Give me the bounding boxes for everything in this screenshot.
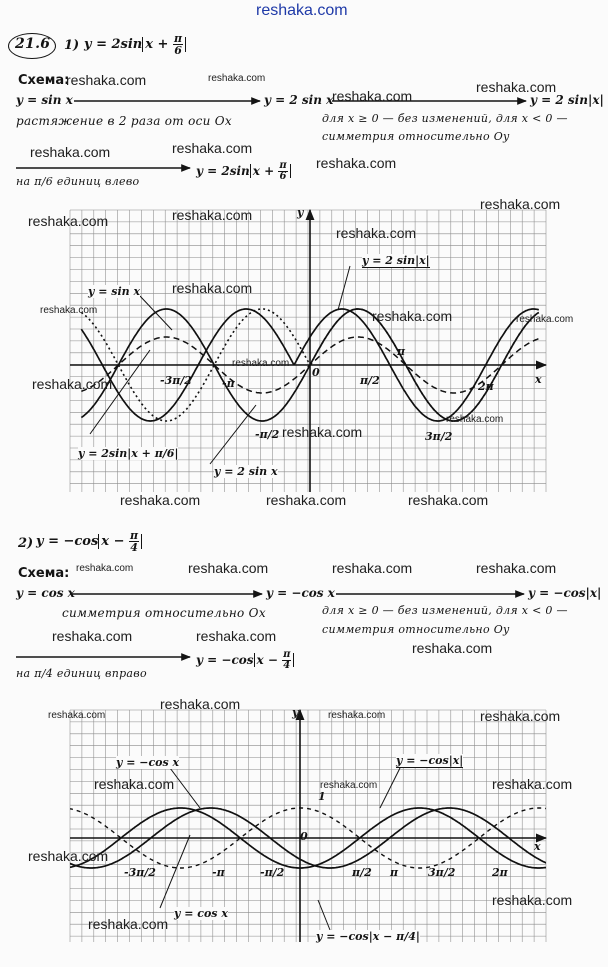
watermark: reshaka.com: [30, 144, 111, 160]
watermark: reshaka.com: [412, 640, 493, 656]
part2-step3-result: y = −cos x − $\frac{\pi}{4}$: [196, 650, 294, 671]
graph2-tick-3pi-2: 3π/2: [428, 866, 456, 879]
graph1-label-2sin-abs: y = 2 sin|x|: [362, 254, 430, 267]
watermark: reshaka.com: [76, 563, 134, 574]
part2-step3-note: на π/4 единиц вправо: [16, 667, 147, 680]
graph1-tick-neg-3pi-2: -3π/2: [160, 374, 192, 387]
part1-step1-from: y = sin x: [16, 93, 73, 107]
graph2-origin: 0: [300, 830, 308, 843]
graph2-tick-pi: π: [390, 866, 399, 879]
part2-step1-to: y = −cos x: [266, 586, 335, 600]
graph2-label-shift: y = −cos|x − π/4|: [316, 930, 420, 943]
graph2-label-neg-cos: y = −cos x: [116, 756, 180, 769]
graph1-label-sin: y = sin x: [88, 285, 141, 298]
watermark: reshaka.com: [196, 628, 277, 644]
watermark: reshaka.com: [316, 155, 397, 171]
graph2-tick-neg-pi-2: -π/2: [260, 866, 285, 879]
watermark: reshaka.com: [28, 213, 109, 229]
watermark: reshaka.com: [480, 196, 561, 212]
graph1-tick-neg-pi: -π: [222, 377, 235, 390]
watermark: reshaka.com: [336, 225, 417, 241]
site-watermark-top: reshaka.com: [256, 2, 348, 19]
graph2-tick-2pi: 2π: [492, 866, 508, 879]
watermark: reshaka.com: [328, 710, 386, 721]
part2-step1-from: y = cos x: [16, 586, 75, 600]
graph1-origin: 0: [312, 366, 320, 379]
part1-step3-note: на π/6 единиц влево: [16, 175, 140, 188]
part1-formula: y = 2sin x + $\frac{\pi}{6}$: [84, 33, 186, 56]
watermark: reshaka.com: [28, 848, 109, 864]
watermark: reshaka.com: [492, 892, 573, 908]
graph2-callouts: [160, 768, 400, 930]
watermark: reshaka.com: [208, 73, 266, 84]
part2-label: 2): [18, 536, 34, 551]
graph1-label-2sin-shift: y = 2sin|x + π/6|: [78, 447, 179, 460]
watermark: reshaka.com: [266, 492, 347, 508]
graph1-axis-x: x: [535, 373, 542, 386]
part2-scheme-label: Схема:: [18, 566, 70, 581]
graph2-label-neg-cos-abs: y = −cos|x|: [396, 754, 464, 767]
watermark: reshaka.com: [88, 916, 169, 932]
watermark: reshaka.com: [40, 305, 98, 316]
watermark: reshaka.com: [172, 140, 253, 156]
graph2-one: 1: [318, 790, 326, 803]
part1-step2-note-a: для x ≥ 0 — без изменений, для x < 0 —: [322, 112, 568, 125]
graph2-axis-x: x: [534, 840, 541, 853]
graph2-tick-neg-3pi-2: -3π/2: [124, 866, 156, 879]
part1-step1-to-right: y = 2 sin|x|: [530, 93, 604, 107]
part1-scheme-label: Схема:: [18, 73, 70, 88]
watermark: reshaka.com: [32, 376, 113, 392]
watermark: reshaka.com: [94, 776, 175, 792]
graph1-axis-y: y: [297, 206, 304, 219]
watermark: reshaka.com: [408, 492, 489, 508]
part1-step3-result: y = 2sin x + $\frac{\pi}{6}$: [196, 161, 291, 182]
part1-step1-to: y = 2 sin x: [264, 93, 334, 107]
graph2-label-cos: y = cos x: [174, 907, 228, 920]
graph1-tick-2pi: 2π: [478, 380, 494, 393]
watermark: reshaka.com: [66, 72, 147, 88]
watermark: reshaka.com: [232, 358, 290, 369]
watermark: reshaka.com: [492, 776, 573, 792]
watermark: reshaka.com: [446, 414, 504, 425]
part2-step2-note-a: для x ≥ 0 — без изменений, для x < 0 —: [322, 604, 568, 617]
part2-formula: y = −cos x − $\frac{\pi}{4}$: [36, 530, 142, 553]
watermark: reshaka.com: [48, 710, 106, 721]
graph2-tick-pi-2: π/2: [352, 866, 372, 879]
graph1-tick-3pi-2: 3π/2: [425, 430, 453, 443]
watermark: reshaka.com: [188, 560, 269, 576]
watermark: reshaka.com: [372, 308, 453, 324]
watermark: reshaka.com: [332, 88, 413, 104]
graph1-tick-pi-2: π/2: [360, 374, 380, 387]
watermark: reshaka.com: [52, 628, 133, 644]
part2-step1-note: симметрия относительно Ox: [62, 606, 266, 620]
graph2-grid: [70, 710, 546, 942]
part1-step2-note-b: симметрия относительно Oy: [322, 130, 510, 143]
watermark: reshaka.com: [516, 314, 574, 325]
part1-step1-note: растяжение в 2 раза от оси Ox: [16, 114, 232, 128]
graph2-tick-neg-pi: -π: [212, 866, 225, 879]
watermark: reshaka.com: [120, 492, 201, 508]
graph1-tick-pi: π: [397, 345, 406, 358]
graph2-axis-y: y: [292, 706, 299, 719]
watermark: reshaka.com: [172, 280, 253, 296]
graph1-label-2sin: y = 2 sin x: [214, 465, 278, 478]
watermark: reshaka.com: [160, 696, 241, 712]
graph1-tick-neg-pi-2: -π/2: [255, 428, 280, 441]
part1-label: 1): [64, 38, 80, 53]
problem-number: 21.6: [15, 36, 51, 52]
part2-step1-to-right: y = −cos|x|: [528, 586, 602, 600]
watermark: reshaka.com: [332, 560, 413, 576]
watermark: reshaka.com: [172, 207, 253, 223]
watermark: reshaka.com: [282, 424, 363, 440]
watermark: reshaka.com: [476, 560, 557, 576]
watermark: reshaka.com: [476, 79, 557, 95]
watermark: reshaka.com: [320, 780, 378, 791]
watermark: reshaka.com: [480, 708, 561, 724]
part2-step2-note-b: симметрия относительно Oy: [322, 623, 510, 636]
